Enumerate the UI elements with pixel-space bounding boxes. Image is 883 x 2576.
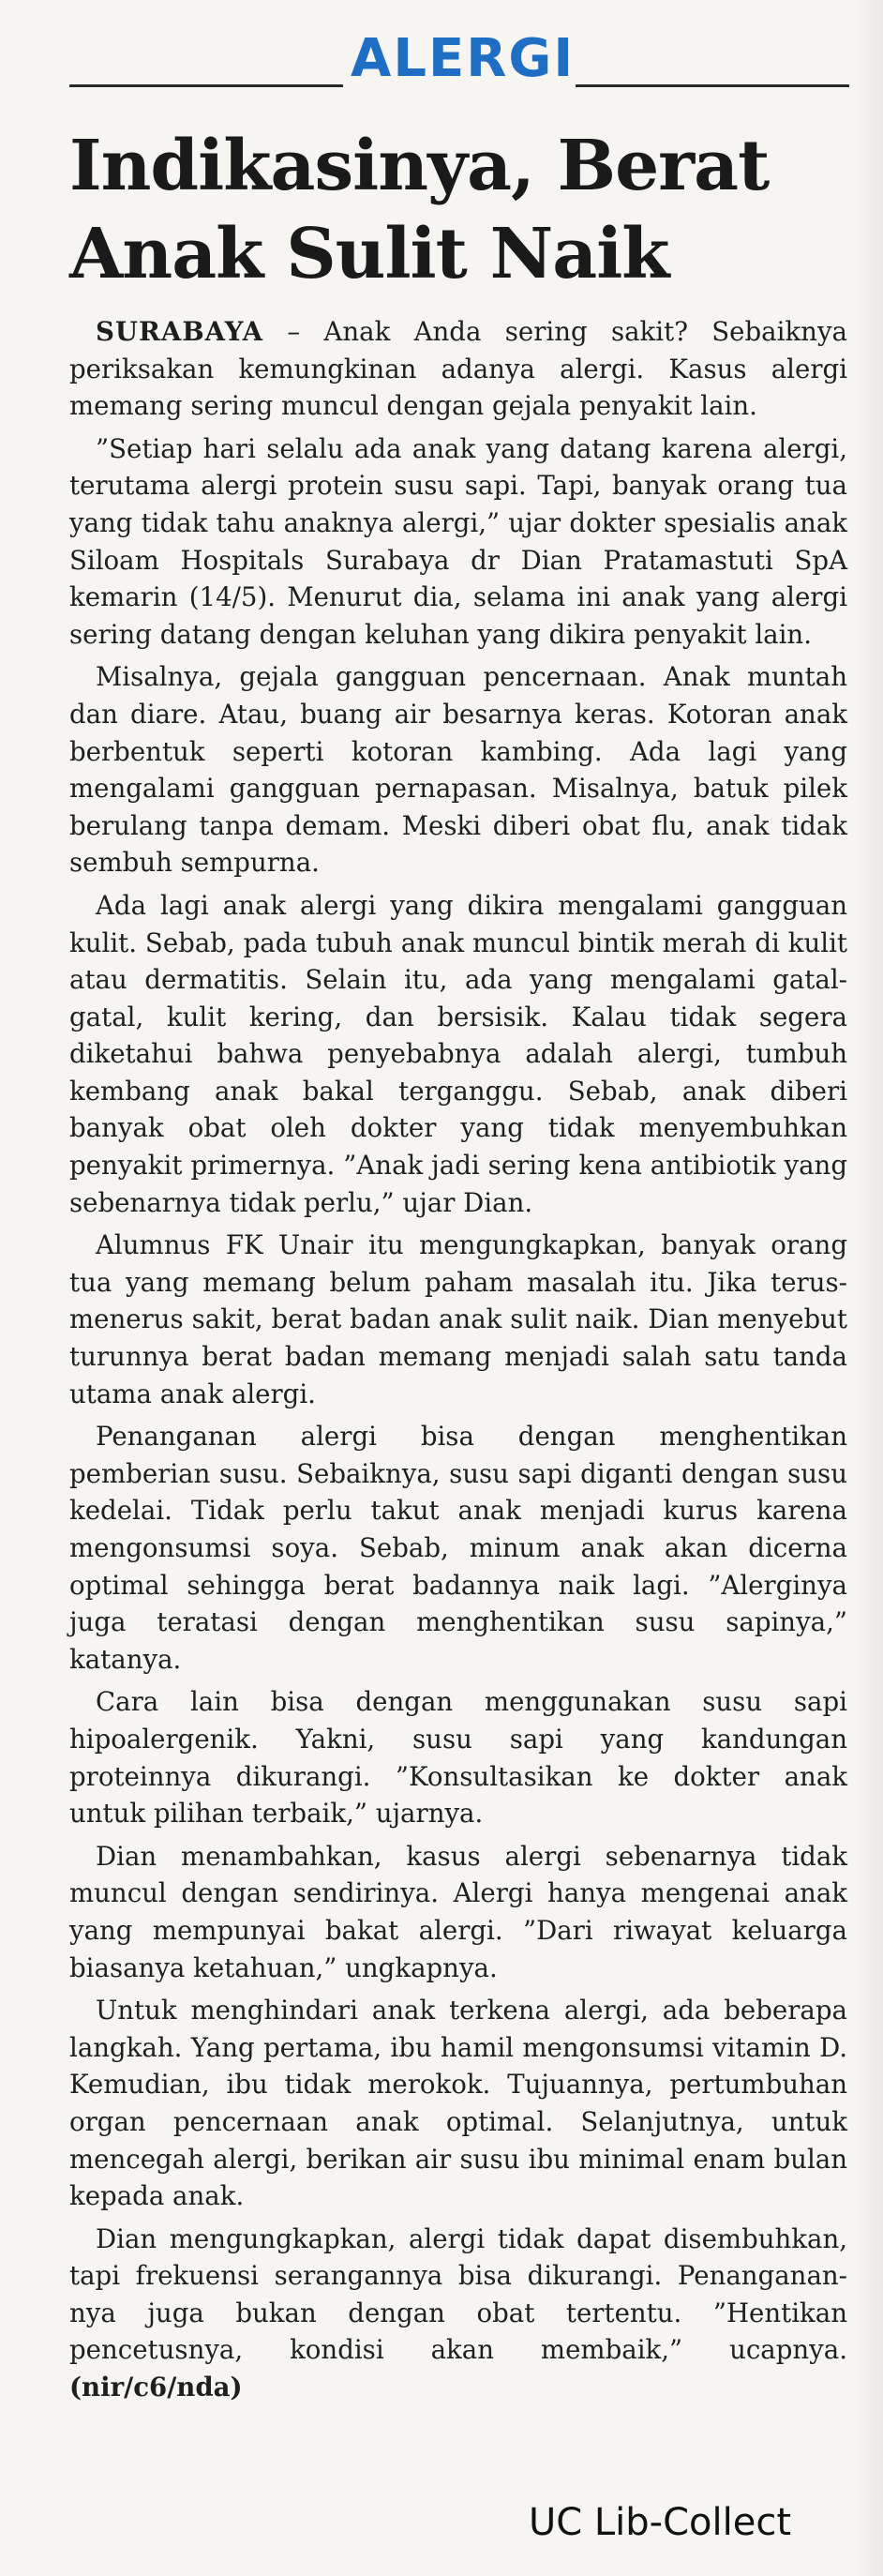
article-paragraph: Penanganan alergi bisa dengan menghentikan pemberian susu. Sebaiknya, susu sapi diganti dengan susu kedelai. Tidak perlu takut anak menjadi kurus karena mengonsumsi soya. Sebab, minum anak akan dicerna optimal sehingga berat badannya naik lagi. ”Alerginya juga teratasi dengan menghentikan susu sapinya,” katanya.	[69, 1421, 847, 1675]
headline-line-1: Indikasinya, Berat	[69, 126, 770, 206]
headline	[69, 122, 847, 298]
article-paragraph	[69, 2221, 847, 2406]
headline-line-2: Anak Sulit Naik	[69, 214, 669, 294]
collection-watermark: UC Lib-Collect	[528, 2501, 791, 2544]
section-rule-left	[69, 84, 343, 87]
section-rule-right	[576, 84, 849, 87]
article-body	[69, 313, 847, 2412]
article-paragraph: Ada lagi anak alergi yang dikira mengalami gangguan kulit. Sebab, pada tubuh anak muncul bintik merah di kulit atau dermatitis. Selain itu, ada yang mengalami gatal-gatal, kulit kering, dan bersisik. Kalau tidak segera diketahui bahwa penyebabnya adalah alergi, tumbuh kembang anak bakal terganggu. Sebab, anak diberi banyak obat oleh dokter yang tidak menyembuhkan penyakit primernya. ”Anak jadi sering kena antibiotik yang sebenarnya tidak perlu,” ujar Dian.	[69, 889, 847, 1218]
dateline: SURABAYA	[96, 316, 264, 347]
article-paragraph: ”Setiap hari selalu ada anak yang datang karena alergi, terutama alergi protein susu sapi. Tapi, banyak orang tua yang tidak tahu anaknya alergi,” ujar dokter spesialis anak Siloam Hospitals Surabaya dr Dian Pratamastuti SpA kemarin (14/5). Menurut dia, selama ini anak yang alergi sering datang dengan keluhan yang dikira penyakit lain.	[69, 432, 847, 650]
paragraph-text: Dian mengungkapkan, alergi tidak dapat disembuhkan, tapi frekuensi serangannya bisa dikurangi. Penanganan-nya juga bukan dengan obat tertentu. ”Hentikan pencetusnya, kondisi akan membaik,” ucapnya.	[69, 2222, 847, 2366]
article-paragraph: Untuk menghindari anak terkena alergi, ada beberapa langkah. Yang pertama, ibu hamil mengonsumsi vitamin D. Kemudian, ibu tidak merokok. Tujuannya, pertumbuhan organ pencernaan anak optimal. Selanjutnya, untuk mencegah alergi, berikan air susu ibu minimal enam bulan kepada anak.	[69, 1995, 847, 2212]
section-header	[69, 28, 849, 94]
article-paragraph: Misalnya, gejala gangguan pencernaan. Anak muntah dan diare. Atau, buang air besarnya keras. Kotoran anak berbentuk seperti kotoran kambing. Ada lagi yang mengalami gangguan pernapasan. Misalnya, batuk pilek berulang tanpa demam. Meski diberi obat flu, anak tidak sembuh sempurna.	[69, 661, 847, 879]
page-edge-shadow	[857, 0, 883, 2576]
article-paragraph: Alumnus FK Unair itu mengungkapkan, banyak orang tua yang memang belum paham masalah itu. Jika terus-menerus sakit, berat badan anak sulit naik. Dian menyebut turunnya berat badan memang menjadi salah satu tanda utama anak alergi.	[69, 1229, 847, 1409]
article-paragraph	[69, 313, 847, 425]
author-signoff: (nir/c6/nda)	[69, 2372, 243, 2403]
paragraph-text: – Anak Anda sering sakit? Sebaiknya periksakan kemungkinan adanya alergi. Kasus alergi memang sering muncul dengan gejala penyakit lain.	[69, 316, 847, 422]
section-label: ALERGI	[351, 28, 576, 89]
article-paragraph: Dian menambahkan, kasus alergi sebenarnya tidak muncul dengan sendirinya. Alergi hanya mengenai anak yang mempunyai bakat alergi. ”Dari riwayat keluarga biasanya ketahuan,” ungkapnya.	[69, 1840, 847, 1983]
article-paragraph: Cara lain bisa dengan menggunakan susu sapi hipoalergenik. Yakni, susu sapi yang kandungan proteinnya dikurangi. ”Konsultasikan ke dokter anak untuk pilihan terbaik,” ujarnya.	[69, 1686, 847, 1830]
